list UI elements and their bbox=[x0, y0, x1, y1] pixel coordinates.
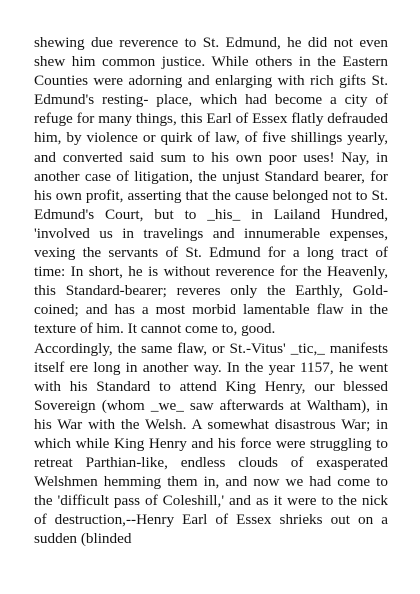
document-page bbox=[34, 33, 388, 549]
paragraph: Accordingly, the same flaw, or St.-Vitus' _tic,_ manifests itself ere long in another way. In the year 1157, he went with his Standard to attend King Henry, our blessed Sovereign (whom _we_ saw afterwards at Waltham), in his War with the Welsh. A somewhat disastrous War; in which while King Henry and his force were struggling to retreat Parthian-like, endless clouds of exasperated Welshmen hemming them in, and now we had come to the 'difficult pass of Coleshill,' and as it were to the nick of destruction,--Henry Earl of Essex shrieks out on a sudden (blinded bbox=[34, 339, 388, 548]
paragraph: shewing due reverence to St. Edmund, he did not even shew him common justice. While others in the Eastern Counties were adorning and enlarging with rich gifts St. Edmund's resting- place, which had become a city of refuge for many things, this Earl of Essex flatly defrauded him, by violence or quirk of law, of five shillings yearly, and converted said sum to his own poor uses! Nay, in another case of litigation, the unjust Standard bearer, for his own profit, asserting that the cause belonged not to St. Edmund's Court, but to _his_ in Lailand Hundred, 'involved us in travelings and innumerable expenses, vexing the servants of St. Edmund for a long tract of time: In short, he is without reverence for the Heavenly, this Standard-bearer; reveres only the Earthly, Gold-coined; and has a most morbid lamentable flaw in the texture of him. It cannot come to, good. bbox=[34, 34, 388, 338]
